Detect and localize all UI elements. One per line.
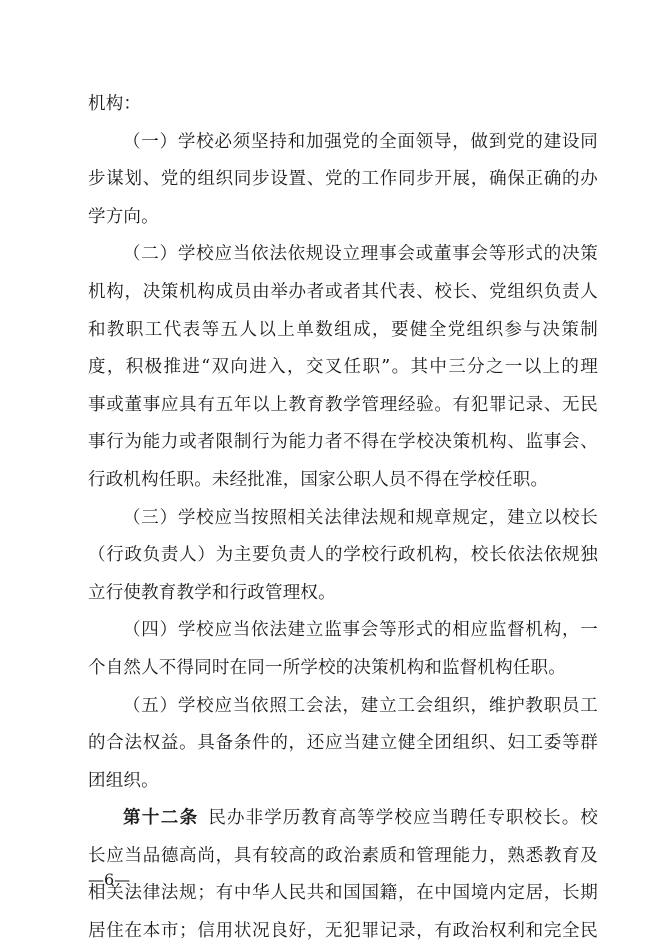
article-12 [88, 800, 598, 950]
article-first-line [88, 800, 598, 838]
clause-line: （行政负责人）为主要负责人的学校行政机构，校长依法依规独 [88, 545, 598, 566]
page-number: —6— [88, 870, 131, 889]
clause-line: 和教职工代表等五人以上单数组成，要健全党组织参与决策制 [88, 319, 598, 340]
clause-line: （四）学校应当依法建立监事会等形式的相应监督机构，一 [123, 620, 598, 641]
clause-line: （三）学校应当按照相关法律法规和规章规定，建立以校长 [123, 507, 598, 528]
clause-line: （五）学校应当依照工会法，建立工会组织，维护教职员工 [123, 695, 598, 716]
clause-line: 机构，决策机构成员由举办者或者其代表、校长、党组织负责人 [88, 281, 598, 302]
clause-item-3 [88, 500, 598, 613]
clause-line: 事或董事应具有五年以上教育教学管理经验。有犯罪记录、无民 [88, 394, 598, 415]
clause-line: 步谋划、党的组织同步设置、党的工作同步开展，确保正确的办 [88, 169, 598, 190]
clause-item-5 [88, 688, 598, 801]
clause-line: 学方向。 [88, 206, 159, 227]
clause-item-2 [88, 236, 598, 499]
clause-line: （一）学校必须坚持和加强党的全面领导，做到党的建设同 [123, 131, 598, 152]
clause-line: 行政机构任职。未经批准，国家公职人员不得在学校任职。 [88, 469, 549, 490]
article-line: 相关法律法规；有中华人民共和国国籍，在中国境内定居，长期 [88, 883, 598, 904]
clause-line: 度，积极推进“双向进入，交叉任职”。其中三分之一以上的理 [88, 357, 598, 378]
article-line: 居住在本市；信用状况良好，无犯罪记录，有政治权利和完全民 [88, 921, 598, 942]
clause-item-1 [88, 124, 598, 237]
clause-line: （二）学校应当依法依规设立理事会或董事会等形式的决策 [123, 244, 598, 265]
article-label: 第十二条 [123, 808, 199, 829]
clause-line: 事行为能力或者限制行为能力者不得在学校决策机构、监事会、 [88, 432, 598, 453]
continuation-line: 机构： [88, 94, 142, 114]
clause-line: 个自然人不得同时在同一所学校的决策机构和监督机构任职。 [88, 657, 566, 678]
clause-item-4 [88, 612, 598, 687]
clause-line: 的合法权益。具备条件的，还应当建立健全团组织、妇工委等群 [88, 733, 598, 754]
article-line: 长应当品德高尚，具有较高的政治素质和管理能力，熟悉教育及 [88, 845, 598, 866]
document-body [88, 86, 598, 951]
clause-line: 团组织。 [88, 770, 159, 791]
article-first-line-text: 民办非学历教育高等学校应当聘任专职校长。校 [207, 808, 598, 829]
clause-line: 立行使教育教学和行政管理权。 [88, 582, 336, 603]
